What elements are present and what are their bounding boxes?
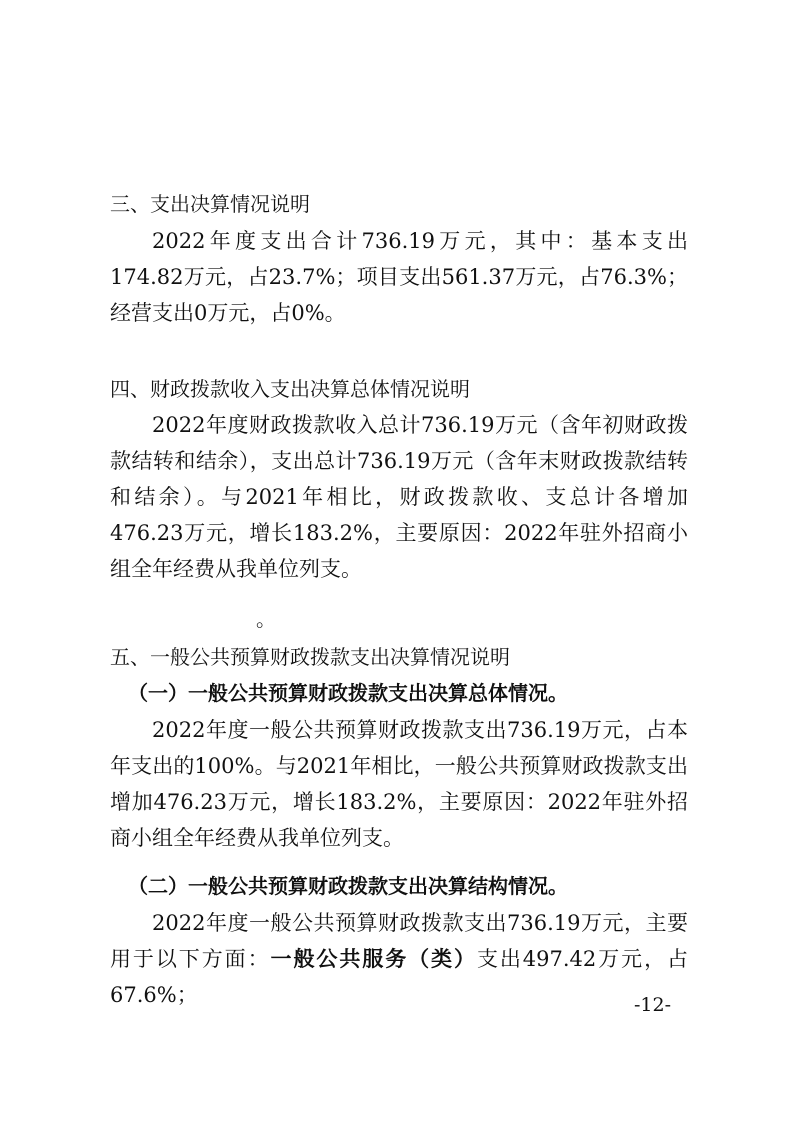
section-5-sub-1-heading: （一）一般公共预算财政拨款支出决算总体情况。 (128, 681, 568, 705)
stray-punctuation: 。 (256, 607, 276, 631)
section-4-heading: 四、财政拨款收入支出决算总体情况说明 (110, 377, 470, 401)
section-5-heading: 五、一般公共预算财政拨款支出决算情况说明 (110, 645, 510, 669)
section-5-sub-2-heading: （二）一般公共预算财政拨款支出决算结构情况。 (128, 874, 568, 898)
sub-2-lead-text: 2022年度一般公共预算财政拨款支出736.19万元，主要用于以下方面： (110, 911, 688, 971)
section-3-paragraph: 2022年度支出合计736.19万元，其中：基本支出174.82万元，占23.7%；项目支出561.37万元，占76.3%；经营支出0万元，占0%。 (110, 229, 688, 325)
sub-2-bold-category: 一般公共服务（类） (270, 947, 477, 971)
sub-2-tail-text: 支出497.42万元，占67.6%； (110, 947, 689, 1007)
section-5-sub-2-paragraph (110, 905, 688, 1013)
section-5-sub-1-paragraph: 2022年度一般公共预算财政拨款支出736.19万元，占本年支出的100%。与2021年相比，一般公共预算财政拨款支出增加476.23万元，增长183.2%，主要原因：2022年驻外招商小组全年经费从我单位列支。 (110, 718, 688, 850)
section-4-paragraph: 2022年度财政拨款收入总计736.19万元（含年初财政拨款结转和结余），支出总计736.19万元（含年末财政拨款结转和结余）。与2021年相比，财政拨款收、支总计各增加476.23万元，增长183.2%，主要原因：2022年驻外招商小组全年经费从我单位列支。 (110, 413, 688, 581)
section-3-heading: 三、支出决算情况说明 (110, 192, 310, 216)
page-number: -12- (634, 994, 672, 1016)
